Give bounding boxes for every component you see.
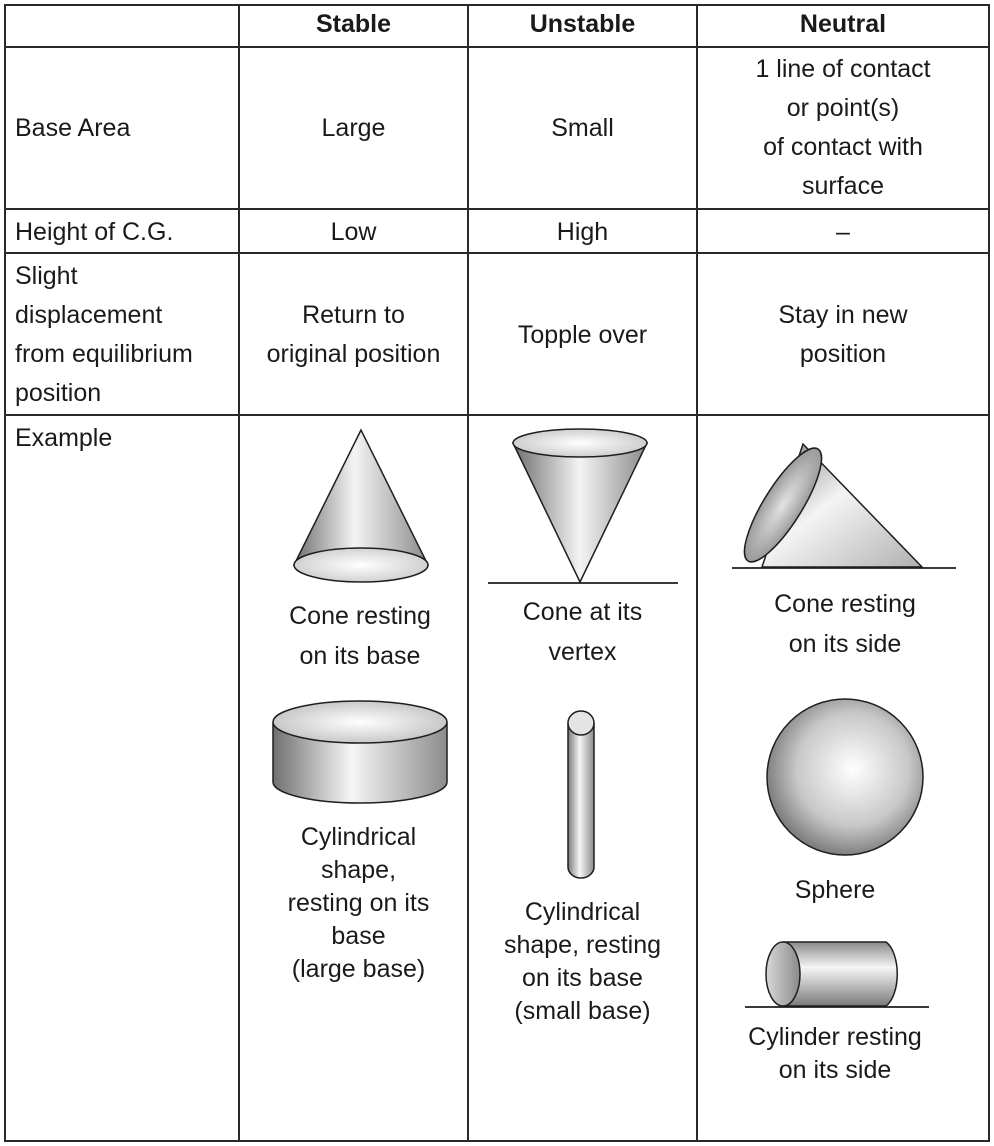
displacement-neutral: Stay in new position [778, 301, 908, 368]
sphere-figure [764, 696, 926, 858]
row-label-example: Example [15, 424, 113, 452]
table-border-right [988, 4, 990, 1142]
row-label-displacement: Slight displacement from equilibrium position [15, 262, 193, 407]
table-border-left [4, 4, 6, 1142]
caption-wide-cylinder: Cylindrical shape, resting on its base (large base) [287, 823, 430, 983]
caption-cylinder-on-side: Cylinder resting on its side [748, 1023, 922, 1084]
cylinder-on-side-figure [743, 936, 931, 1012]
row-divider-3 [4, 252, 990, 254]
wide-cylinder-figure [268, 698, 452, 812]
base-area-stable: Large [321, 114, 386, 142]
base-area-unstable: Small [551, 114, 614, 142]
row-label-base-area: Base Area [15, 114, 131, 142]
height-cg-neutral: – [836, 218, 850, 246]
thin-cylinder-figure [560, 706, 602, 884]
cone-on-base-figure [286, 425, 436, 590]
caption-cone-on-vertex: Cone at its vertex [522, 598, 643, 666]
row-divider-4 [4, 414, 990, 416]
height-cg-stable: Low [330, 218, 377, 246]
caption-cone-on-side: Cone resting on its side [774, 590, 916, 658]
base-area-neutral: 1 line of contact or point(s) of contact with surface [755, 55, 931, 200]
displacement-unstable: Topple over [517, 321, 648, 349]
header-stable: Stable [315, 10, 392, 38]
caption-thin-cylinder: Cylindrical shape, resting on its base (small base) [503, 898, 662, 1025]
caption-cone-on-base: Cone resting on its base [289, 602, 431, 670]
height-cg-unstable: High [556, 218, 609, 246]
caption-sphere: Sphere [794, 876, 876, 904]
displacement-stable: Return to original position [266, 301, 441, 368]
row-divider-2 [4, 208, 990, 210]
header-neutral: Neutral [799, 10, 887, 38]
cone-on-side-figure [730, 432, 960, 572]
cone-on-vertex-figure [486, 425, 680, 587]
table-border-top [4, 4, 990, 6]
row-divider-1 [4, 46, 990, 48]
header-unstable: Unstable [529, 10, 636, 38]
table-border-bottom [4, 1140, 990, 1142]
row-label-height-cg: Height of C.G. [15, 218, 174, 246]
